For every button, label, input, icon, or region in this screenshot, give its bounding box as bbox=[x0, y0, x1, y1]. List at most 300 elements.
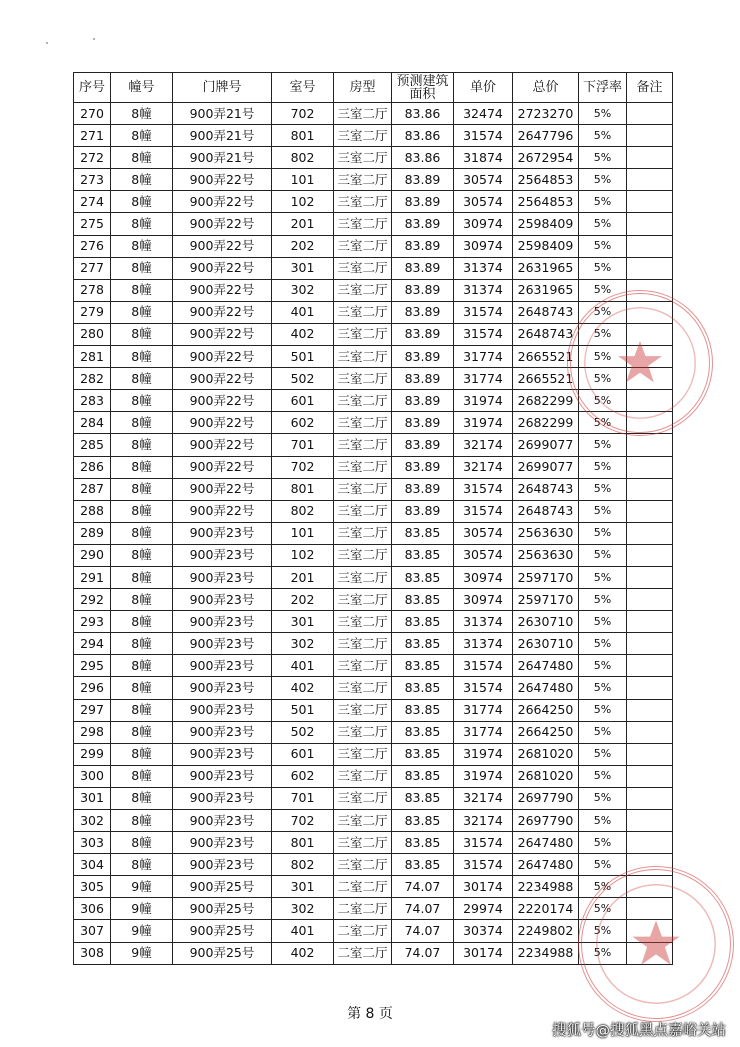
cell-layout: 三室二厅 bbox=[334, 500, 392, 522]
cell-seq: 287 bbox=[74, 478, 111, 500]
cell-address: 900弄23号 bbox=[173, 566, 272, 588]
cell-room: 601 bbox=[272, 743, 334, 765]
cell-layout: 三室二厅 bbox=[334, 566, 392, 588]
cell-layout: 三室二厅 bbox=[334, 589, 392, 611]
cell-layout: 二室二厅 bbox=[334, 898, 392, 920]
table-row bbox=[74, 787, 673, 809]
cell-building: 8幢 bbox=[111, 434, 173, 456]
cell-total-price: 2648743 bbox=[513, 478, 579, 500]
cell-unit-price: 31374 bbox=[454, 257, 513, 279]
cell-total-price: 2631965 bbox=[513, 279, 579, 301]
cell-room: 202 bbox=[272, 235, 334, 257]
cell-discount: 5% bbox=[579, 589, 627, 611]
cell-seq: 299 bbox=[74, 743, 111, 765]
cell-building: 8幢 bbox=[111, 390, 173, 412]
table-row bbox=[74, 103, 673, 125]
cell-unit-price: 31974 bbox=[454, 743, 513, 765]
table-row bbox=[74, 589, 673, 611]
cell-room: 301 bbox=[272, 257, 334, 279]
cell-remark bbox=[627, 500, 673, 522]
table-row bbox=[74, 368, 673, 390]
cell-area: 83.85 bbox=[392, 677, 454, 699]
cell-discount: 5% bbox=[579, 301, 627, 323]
cell-area: 83.85 bbox=[392, 611, 454, 633]
cell-area: 83.85 bbox=[392, 544, 454, 566]
cell-unit-price: 30974 bbox=[454, 235, 513, 257]
cell-remark bbox=[627, 743, 673, 765]
cell-unit-price: 31774 bbox=[454, 721, 513, 743]
cell-room: 201 bbox=[272, 213, 334, 235]
cell-room: 801 bbox=[272, 478, 334, 500]
cell-seq: 294 bbox=[74, 633, 111, 655]
cell-total-price: 2631965 bbox=[513, 257, 579, 279]
table-row bbox=[74, 522, 673, 544]
table-row bbox=[74, 544, 673, 566]
cell-remark bbox=[627, 699, 673, 721]
header-area: 预测建筑 面积 bbox=[392, 73, 454, 103]
cell-unit-price: 31774 bbox=[454, 699, 513, 721]
cell-remark bbox=[627, 169, 673, 191]
cell-layout: 三室二厅 bbox=[334, 323, 392, 345]
table-row bbox=[74, 854, 673, 876]
cell-discount: 5% bbox=[579, 191, 627, 213]
cell-area: 83.86 bbox=[392, 103, 454, 125]
cell-room: 102 bbox=[272, 544, 334, 566]
cell-area: 83.89 bbox=[392, 456, 454, 478]
cell-discount: 5% bbox=[579, 500, 627, 522]
cell-building: 8幢 bbox=[111, 213, 173, 235]
cell-address: 900弄21号 bbox=[173, 147, 272, 169]
cell-area: 83.85 bbox=[392, 721, 454, 743]
cell-building: 8幢 bbox=[111, 368, 173, 390]
cell-total-price: 2648743 bbox=[513, 323, 579, 345]
cell-seq: 280 bbox=[74, 323, 111, 345]
cell-total-price: 2665521 bbox=[513, 346, 579, 368]
cell-room: 501 bbox=[272, 346, 334, 368]
cell-address: 900弄22号 bbox=[173, 346, 272, 368]
table-row bbox=[74, 434, 673, 456]
cell-seq: 293 bbox=[74, 611, 111, 633]
cell-area: 83.89 bbox=[392, 279, 454, 301]
cell-seq: 303 bbox=[74, 832, 111, 854]
header-room: 室号 bbox=[272, 73, 334, 103]
cell-discount: 5% bbox=[579, 942, 627, 964]
cell-total-price: 2665521 bbox=[513, 368, 579, 390]
cell-area: 83.85 bbox=[392, 633, 454, 655]
cell-discount: 5% bbox=[579, 456, 627, 478]
cell-layout: 三室二厅 bbox=[334, 699, 392, 721]
cell-total-price: 2699077 bbox=[513, 456, 579, 478]
cell-layout: 三室二厅 bbox=[334, 125, 392, 147]
cell-total-price: 2249802 bbox=[513, 920, 579, 942]
cell-total-price: 2597170 bbox=[513, 589, 579, 611]
cell-remark bbox=[627, 456, 673, 478]
cell-remark bbox=[627, 346, 673, 368]
cell-discount: 5% bbox=[579, 412, 627, 434]
cell-address: 900弄23号 bbox=[173, 655, 272, 677]
cell-total-price: 2697790 bbox=[513, 810, 579, 832]
cell-building: 8幢 bbox=[111, 721, 173, 743]
cell-layout: 三室二厅 bbox=[334, 832, 392, 854]
cell-area: 83.89 bbox=[392, 213, 454, 235]
cell-seq: 306 bbox=[74, 898, 111, 920]
cell-discount: 5% bbox=[579, 147, 627, 169]
cell-discount: 5% bbox=[579, 699, 627, 721]
cell-discount: 5% bbox=[579, 854, 627, 876]
table-row bbox=[74, 456, 673, 478]
cell-discount: 5% bbox=[579, 810, 627, 832]
cell-total-price: 2681020 bbox=[513, 765, 579, 787]
cell-unit-price: 31874 bbox=[454, 147, 513, 169]
cell-room: 702 bbox=[272, 810, 334, 832]
cell-discount: 5% bbox=[579, 169, 627, 191]
cell-layout: 三室二厅 bbox=[334, 787, 392, 809]
cell-address: 900弄23号 bbox=[173, 699, 272, 721]
cell-building: 8幢 bbox=[111, 323, 173, 345]
cell-building: 8幢 bbox=[111, 810, 173, 832]
cell-layout: 三室二厅 bbox=[334, 743, 392, 765]
cell-building: 8幢 bbox=[111, 279, 173, 301]
cell-discount: 5% bbox=[579, 323, 627, 345]
cell-remark bbox=[627, 257, 673, 279]
cell-discount: 5% bbox=[579, 876, 627, 898]
cell-address: 900弄22号 bbox=[173, 368, 272, 390]
cell-unit-price: 31574 bbox=[454, 301, 513, 323]
cell-unit-price: 31974 bbox=[454, 390, 513, 412]
cell-total-price: 2648743 bbox=[513, 301, 579, 323]
cell-seq: 281 bbox=[74, 346, 111, 368]
cell-discount: 5% bbox=[579, 920, 627, 942]
cell-seq: 285 bbox=[74, 434, 111, 456]
cell-unit-price: 32174 bbox=[454, 787, 513, 809]
cell-address: 900弄21号 bbox=[173, 125, 272, 147]
cell-seq: 300 bbox=[74, 765, 111, 787]
cell-room: 402 bbox=[272, 677, 334, 699]
cell-remark bbox=[627, 655, 673, 677]
cell-layout: 三室二厅 bbox=[334, 103, 392, 125]
cell-seq: 278 bbox=[74, 279, 111, 301]
cell-building: 8幢 bbox=[111, 103, 173, 125]
cell-discount: 5% bbox=[579, 655, 627, 677]
cell-total-price: 2597170 bbox=[513, 566, 579, 588]
table-row bbox=[74, 942, 673, 964]
cell-seq: 274 bbox=[74, 191, 111, 213]
cell-seq: 308 bbox=[74, 942, 111, 964]
cell-area: 83.85 bbox=[392, 522, 454, 544]
cell-room: 102 bbox=[272, 191, 334, 213]
table-row bbox=[74, 169, 673, 191]
table-row bbox=[74, 876, 673, 898]
cell-seq: 296 bbox=[74, 677, 111, 699]
cell-building: 8幢 bbox=[111, 611, 173, 633]
cell-unit-price: 31974 bbox=[454, 765, 513, 787]
cell-area: 83.85 bbox=[392, 787, 454, 809]
table-row bbox=[74, 301, 673, 323]
cell-seq: 292 bbox=[74, 589, 111, 611]
cell-layout: 三室二厅 bbox=[334, 478, 392, 500]
cell-building: 8幢 bbox=[111, 169, 173, 191]
cell-seq: 297 bbox=[74, 699, 111, 721]
cell-unit-price: 31974 bbox=[454, 412, 513, 434]
cell-total-price: 2630710 bbox=[513, 633, 579, 655]
cell-layout: 三室二厅 bbox=[334, 279, 392, 301]
table-row bbox=[74, 257, 673, 279]
cell-area: 83.89 bbox=[392, 191, 454, 213]
cell-room: 502 bbox=[272, 368, 334, 390]
cell-building: 8幢 bbox=[111, 500, 173, 522]
cell-layout: 三室二厅 bbox=[334, 810, 392, 832]
cell-layout: 三室二厅 bbox=[334, 633, 392, 655]
cell-building: 8幢 bbox=[111, 743, 173, 765]
cell-seq: 302 bbox=[74, 810, 111, 832]
cell-total-price: 2723270 bbox=[513, 103, 579, 125]
cell-layout: 二室二厅 bbox=[334, 942, 392, 964]
header-layout: 房型 bbox=[334, 73, 392, 103]
cell-unit-price: 32174 bbox=[454, 434, 513, 456]
cell-area: 83.85 bbox=[392, 655, 454, 677]
cell-building: 8幢 bbox=[111, 765, 173, 787]
cell-discount: 5% bbox=[579, 103, 627, 125]
cell-room: 702 bbox=[272, 456, 334, 478]
cell-address: 900弄22号 bbox=[173, 500, 272, 522]
cell-total-price: 2648743 bbox=[513, 500, 579, 522]
cell-building: 8幢 bbox=[111, 125, 173, 147]
cell-layout: 三室二厅 bbox=[334, 611, 392, 633]
cell-building: 8幢 bbox=[111, 257, 173, 279]
cell-address: 900弄22号 bbox=[173, 434, 272, 456]
cell-unit-price: 31574 bbox=[454, 323, 513, 345]
cell-address: 900弄23号 bbox=[173, 854, 272, 876]
cell-total-price: 2682299 bbox=[513, 412, 579, 434]
cell-discount: 5% bbox=[579, 611, 627, 633]
cell-remark bbox=[627, 191, 673, 213]
cell-area: 83.85 bbox=[392, 765, 454, 787]
cell-unit-price: 30374 bbox=[454, 920, 513, 942]
cell-discount: 5% bbox=[579, 544, 627, 566]
cell-area: 83.85 bbox=[392, 589, 454, 611]
cell-layout: 三室二厅 bbox=[334, 544, 392, 566]
cell-unit-price: 29974 bbox=[454, 898, 513, 920]
header-remark: 备注 bbox=[627, 73, 673, 103]
cell-address: 900弄22号 bbox=[173, 279, 272, 301]
cell-room: 202 bbox=[272, 589, 334, 611]
cell-room: 802 bbox=[272, 500, 334, 522]
cell-remark bbox=[627, 876, 673, 898]
cell-room: 501 bbox=[272, 699, 334, 721]
cell-room: 801 bbox=[272, 125, 334, 147]
cell-building: 9幢 bbox=[111, 898, 173, 920]
cell-building: 8幢 bbox=[111, 301, 173, 323]
cell-area: 83.85 bbox=[392, 854, 454, 876]
cell-remark bbox=[627, 589, 673, 611]
cell-remark bbox=[627, 544, 673, 566]
cell-area: 83.89 bbox=[392, 323, 454, 345]
cell-area: 74.07 bbox=[392, 898, 454, 920]
cell-layout: 二室二厅 bbox=[334, 920, 392, 942]
cell-address: 900弄23号 bbox=[173, 832, 272, 854]
cell-unit-price: 30174 bbox=[454, 942, 513, 964]
cell-unit-price: 31374 bbox=[454, 633, 513, 655]
cell-remark bbox=[627, 765, 673, 787]
cell-layout: 二室二厅 bbox=[334, 876, 392, 898]
cell-total-price: 2598409 bbox=[513, 213, 579, 235]
cell-room: 101 bbox=[272, 522, 334, 544]
cell-total-price: 2681020 bbox=[513, 743, 579, 765]
cell-building: 8幢 bbox=[111, 412, 173, 434]
cell-address: 900弄23号 bbox=[173, 544, 272, 566]
cell-room: 302 bbox=[272, 633, 334, 655]
cell-seq: 289 bbox=[74, 522, 111, 544]
cell-unit-price: 32174 bbox=[454, 456, 513, 478]
cell-room: 302 bbox=[272, 279, 334, 301]
cell-seq: 271 bbox=[74, 125, 111, 147]
cell-unit-price: 30574 bbox=[454, 544, 513, 566]
cell-discount: 5% bbox=[579, 235, 627, 257]
cell-discount: 5% bbox=[579, 566, 627, 588]
page-number: 第 8 页 bbox=[347, 1006, 393, 1022]
cell-area: 83.89 bbox=[392, 390, 454, 412]
price-table bbox=[73, 72, 673, 965]
cell-seq: 272 bbox=[74, 147, 111, 169]
cell-discount: 5% bbox=[579, 257, 627, 279]
table-body bbox=[74, 103, 673, 965]
cell-room: 201 bbox=[272, 566, 334, 588]
cell-room: 602 bbox=[272, 412, 334, 434]
cell-address: 900弄22号 bbox=[173, 478, 272, 500]
cell-building: 8幢 bbox=[111, 346, 173, 368]
cell-address: 900弄25号 bbox=[173, 920, 272, 942]
cell-unit-price: 31574 bbox=[454, 478, 513, 500]
cell-building: 8幢 bbox=[111, 544, 173, 566]
cell-address: 900弄23号 bbox=[173, 611, 272, 633]
header-building: 幢号 bbox=[111, 73, 173, 103]
cell-room: 602 bbox=[272, 765, 334, 787]
cell-discount: 5% bbox=[579, 125, 627, 147]
header-seq: 序号 bbox=[74, 73, 111, 103]
cell-layout: 三室二厅 bbox=[334, 434, 392, 456]
table-row bbox=[74, 765, 673, 787]
cell-room: 402 bbox=[272, 942, 334, 964]
table-row bbox=[74, 655, 673, 677]
cell-discount: 5% bbox=[579, 633, 627, 655]
cell-discount: 5% bbox=[579, 368, 627, 390]
header-unit-price: 单价 bbox=[454, 73, 513, 103]
cell-address: 900弄23号 bbox=[173, 721, 272, 743]
cell-remark bbox=[627, 390, 673, 412]
table-row bbox=[74, 611, 673, 633]
cell-unit-price: 31374 bbox=[454, 279, 513, 301]
cell-discount: 5% bbox=[579, 787, 627, 809]
cell-seq: 279 bbox=[74, 301, 111, 323]
cell-building: 9幢 bbox=[111, 920, 173, 942]
cell-room: 302 bbox=[272, 898, 334, 920]
cell-address: 900弄23号 bbox=[173, 633, 272, 655]
cell-unit-price: 31574 bbox=[454, 832, 513, 854]
cell-remark bbox=[627, 235, 673, 257]
cell-address: 900弄25号 bbox=[173, 942, 272, 964]
cell-total-price: 2564853 bbox=[513, 169, 579, 191]
cell-room: 702 bbox=[272, 103, 334, 125]
table-row bbox=[74, 898, 673, 920]
cell-total-price: 2234988 bbox=[513, 942, 579, 964]
cell-building: 8幢 bbox=[111, 832, 173, 854]
cell-layout: 三室二厅 bbox=[334, 213, 392, 235]
cell-seq: 307 bbox=[74, 920, 111, 942]
cell-room: 401 bbox=[272, 655, 334, 677]
cell-room: 502 bbox=[272, 721, 334, 743]
table-row bbox=[74, 743, 673, 765]
cell-address: 900弄22号 bbox=[173, 323, 272, 345]
cell-area: 83.85 bbox=[392, 699, 454, 721]
cell-layout: 三室二厅 bbox=[334, 390, 392, 412]
cell-remark bbox=[627, 301, 673, 323]
cell-discount: 5% bbox=[579, 743, 627, 765]
cell-area: 74.07 bbox=[392, 876, 454, 898]
cell-building: 9幢 bbox=[111, 876, 173, 898]
table-row bbox=[74, 147, 673, 169]
cell-address: 900弄25号 bbox=[173, 876, 272, 898]
cell-area: 83.89 bbox=[392, 169, 454, 191]
cell-total-price: 2598409 bbox=[513, 235, 579, 257]
cell-discount: 5% bbox=[579, 346, 627, 368]
header-address: 门牌号 bbox=[173, 73, 272, 103]
cell-room: 701 bbox=[272, 434, 334, 456]
table-row bbox=[74, 125, 673, 147]
table-row bbox=[74, 213, 673, 235]
cell-remark bbox=[627, 633, 673, 655]
table-row bbox=[74, 191, 673, 213]
cell-room: 601 bbox=[272, 390, 334, 412]
cell-layout: 三室二厅 bbox=[334, 522, 392, 544]
cell-room: 301 bbox=[272, 611, 334, 633]
cell-address: 900弄23号 bbox=[173, 787, 272, 809]
table-row bbox=[74, 677, 673, 699]
cell-unit-price: 31374 bbox=[454, 611, 513, 633]
cell-unit-price: 30574 bbox=[454, 169, 513, 191]
cell-total-price: 2699077 bbox=[513, 434, 579, 456]
cell-address: 900弄22号 bbox=[173, 213, 272, 235]
cell-total-price: 2672954 bbox=[513, 147, 579, 169]
cell-remark bbox=[627, 920, 673, 942]
table-row bbox=[74, 633, 673, 655]
cell-remark bbox=[627, 368, 673, 390]
cell-building: 8幢 bbox=[111, 478, 173, 500]
cell-remark bbox=[627, 611, 673, 633]
cell-building: 9幢 bbox=[111, 942, 173, 964]
cell-seq: 283 bbox=[74, 390, 111, 412]
cell-discount: 5% bbox=[579, 390, 627, 412]
cell-seq: 282 bbox=[74, 368, 111, 390]
cell-area: 74.07 bbox=[392, 942, 454, 964]
cell-room: 301 bbox=[272, 876, 334, 898]
cell-building: 8幢 bbox=[111, 522, 173, 544]
cell-unit-price: 30574 bbox=[454, 522, 513, 544]
cell-total-price: 2647480 bbox=[513, 655, 579, 677]
cell-building: 8幢 bbox=[111, 854, 173, 876]
cell-unit-price: 32174 bbox=[454, 810, 513, 832]
cell-unit-price: 31774 bbox=[454, 346, 513, 368]
cell-unit-price: 31574 bbox=[454, 655, 513, 677]
cell-area: 83.89 bbox=[392, 301, 454, 323]
cell-room: 801 bbox=[272, 832, 334, 854]
cell-address: 900弄23号 bbox=[173, 522, 272, 544]
cell-building: 8幢 bbox=[111, 787, 173, 809]
cell-layout: 三室二厅 bbox=[334, 368, 392, 390]
cell-total-price: 2664250 bbox=[513, 721, 579, 743]
cell-layout: 三室二厅 bbox=[334, 191, 392, 213]
cell-unit-price: 31574 bbox=[454, 500, 513, 522]
cell-layout: 三室二厅 bbox=[334, 721, 392, 743]
